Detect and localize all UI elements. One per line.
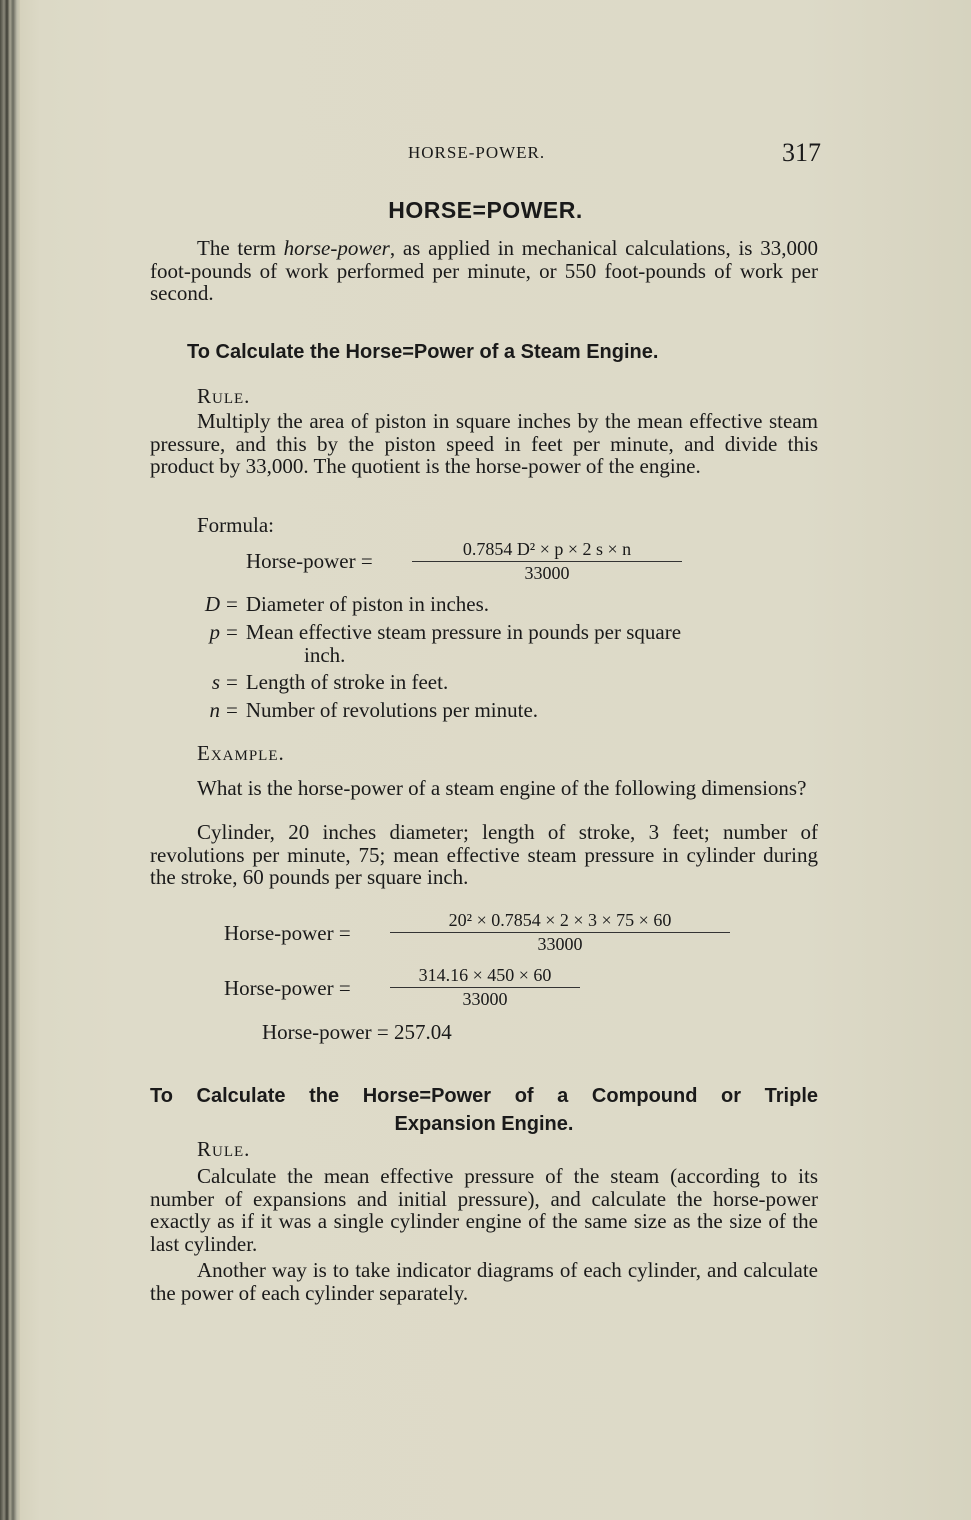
section2-rule-label: Rule. [197,1137,251,1161]
intro-term: horse-power [283,236,390,260]
section2-heading-line2: Expansion Engine. [394,1113,574,1135]
calc2-lhs: Horse-power = [224,976,351,1000]
section2-heading-line1: To Calculate the Horse=Power of a Compound or Triple [150,1085,818,1107]
calc-result: Horse-power = 257.04 [262,1020,452,1044]
definition-equals: = [226,698,238,722]
formula-fraction [412,539,682,584]
calc1-lhs: Horse-power = [224,921,351,945]
calc1-denominator: 33000 [537,934,583,954]
formula-lhs: Horse-power = [246,549,373,573]
definition-text: Mean effective steam pressure in pounds per square [245,620,682,644]
example-data: Cylinder, 20 inches diameter; length of stroke, 3 feet; number of revolutions per minute, 75; mean effective steam pressure in cylinder during the stroke, 60 pounds per square inch. [150,820,818,889]
definition-equals: = [226,670,238,694]
definition-row [150,699,818,722]
formula-numerator: 0.7854 D² × p × 2 s × n [412,539,682,562]
formula-denominator: 33000 [524,563,570,583]
definition-symbol: s [211,670,220,694]
definition-symbol: p [209,620,220,644]
running-head: HORSE-POWER. [408,143,546,162]
definition-text: Number of revolutions per minute. [245,698,539,722]
section1-rule-label: Rule. [197,384,251,408]
definition-equals: = [226,620,238,644]
intro-before: The term [197,236,284,260]
chapter-title: HORSE=POWER. [388,197,583,223]
calc2-denominator: 33000 [462,989,508,1009]
definition-symbol: n [209,698,220,722]
intro-after: , as applied in mechanical calculations, is 33,000 foot-pounds of work performed per minute, or 550 foot-pounds of work per second. [150,236,818,305]
example-label: Example. [197,741,285,765]
calc2-fraction [390,965,580,1010]
intro-paragraph [150,237,818,305]
definition-row [150,593,818,616]
section1-rule-text: Multiply the area of piston in square inches by the mean effective steam pressure, and this by the piston speed in feet per minute, and divide this product by 33,000. The quotient is the horse-power of the engine. [150,409,818,478]
section1-heading: To Calculate the Horse=Power of a Steam Engine. [187,341,659,363]
section2-paragraph-2: Another way is to take indicator diagrams of each cylinder, and calculate the power of each cylinder separately. [150,1258,818,1305]
definition-row [150,621,818,666]
calc1-numerator: 20² × 0.7854 × 2 × 3 × 75 × 60 [390,910,730,933]
section2-paragraph-1: Calculate the mean effective pressure of the steam (according to its number of expansions and initial pressure), and calculate the horse-power exactly as if it was a single cylinder engine of the same size as the size of the last cylinder. [150,1164,818,1256]
example-question: What is the horse-power of a steam engine of the following dimensions? [197,776,807,800]
definition-continuation: inch. [304,642,346,667]
definition-text: Diameter of piston in inches. [245,592,490,616]
calc1-fraction [390,910,730,955]
definition-equals: = [226,592,238,616]
page-number: 317 [782,138,821,167]
formula-label: Formula: [197,513,274,537]
definition-row [150,671,818,694]
definition-text: Length of stroke in feet. [245,670,449,694]
definition-symbol: D [204,592,220,616]
book-spine [0,0,20,1520]
calc2-numerator: 314.16 × 450 × 60 [390,965,580,988]
